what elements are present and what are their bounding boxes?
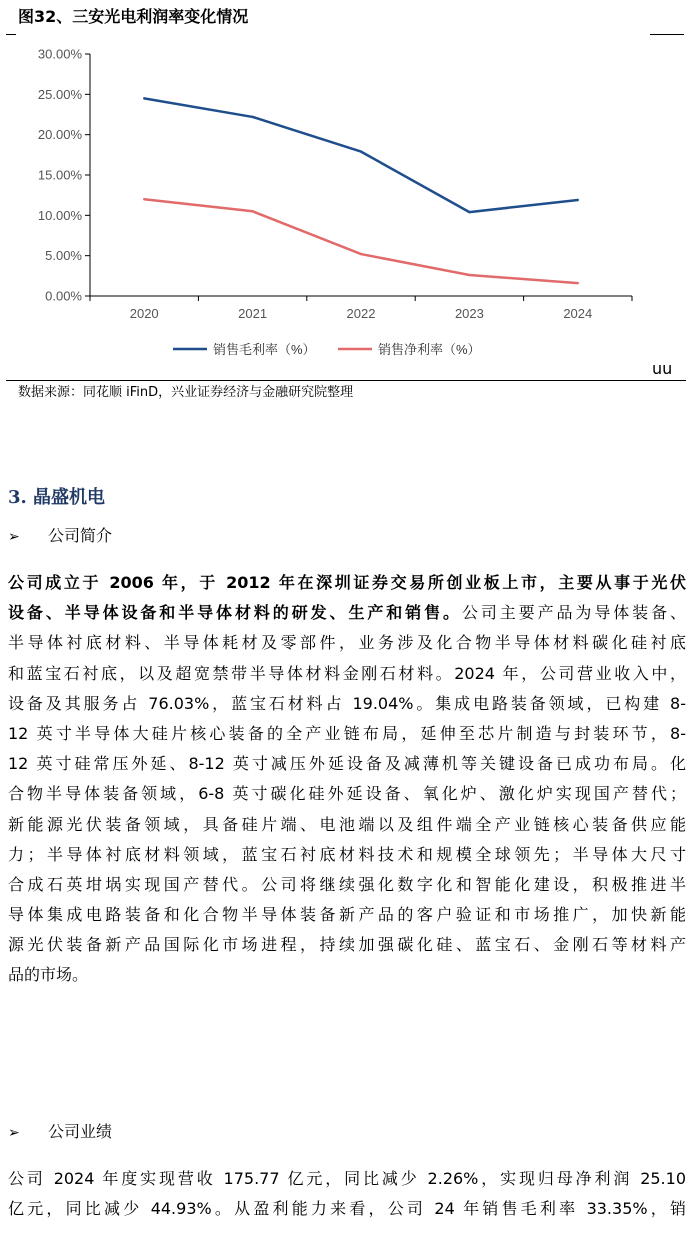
plain-text: 品的市场。 — [8, 965, 89, 985]
legend-label: 销售毛利率（%） — [213, 342, 316, 357]
plain-text: 源光伏装备新产品国际化市场进程，持续加强碳化硅、蓝宝石、金刚石等材料产 — [8, 935, 686, 955]
x-tick-label: 2021 — [238, 306, 268, 321]
plain-text: 和蓝宝石衬底，以及超宽禁带半导体材料金刚石材料。2024 年，公司营业收入中， — [8, 663, 686, 683]
bold-text: 公司成立于 2006 年，于 2012 年在深圳证券交易所创业板上市，主要从事于光伏 — [8, 573, 686, 592]
figure-title: 图32、三安光电利润率变化情况 — [18, 7, 249, 26]
plain-text: 12 英寸硅常压外延、8-12 英寸减压外延设备及减薄机等关键设备已成功布局。化 — [8, 754, 686, 774]
text-line — [8, 628, 686, 658]
data-point — [143, 97, 145, 99]
x-axis-ticks — [90, 296, 632, 321]
source-rule — [6, 380, 686, 381]
y-axis-ticks — [38, 47, 90, 304]
legend — [173, 342, 481, 357]
x-tick-label: 2023 — [454, 306, 484, 321]
performance-paragraph — [8, 1164, 686, 1224]
plain-text: 亿元，同比减少 44.93%。从盈利能力来看，公司 24 年销售毛利率 33.35%，销 — [8, 1199, 686, 1219]
text-line — [8, 689, 686, 719]
y-tick-label: 10.00% — [37, 207, 82, 223]
x-tick-label: 2024 — [563, 306, 593, 321]
data-point — [577, 282, 579, 284]
plain-text: 公司 2024 年度实现营收 175.77 亿元，同比减少 2.26%，实现归母净利润 25.10 — [8, 1169, 686, 1188]
text-line — [8, 810, 686, 840]
text-line — [8, 930, 686, 960]
intro-heading — [8, 524, 112, 549]
y-tick-label: 0.00% — [45, 288, 82, 304]
text-line — [8, 960, 686, 990]
y-tick-label: 5.00% — [45, 248, 82, 264]
text-line — [8, 900, 686, 930]
series-line — [144, 199, 578, 283]
data-point — [251, 116, 253, 118]
y-tick-label: 25.00% — [37, 86, 82, 102]
bold-text: 设备、半导体设备和半导体材料的研发、生产和销售。 — [8, 603, 462, 623]
text-line — [8, 598, 686, 628]
data-point — [468, 274, 470, 276]
x-tick-label: 2022 — [346, 306, 376, 321]
data-point — [360, 150, 362, 152]
series-line — [144, 98, 578, 212]
intro-paragraph — [8, 568, 686, 991]
plain-text: 导体集成电路装备和化合物半导体装备新产品的客户验证和市场推广，加快新能 — [8, 905, 686, 925]
text-line — [8, 779, 686, 809]
section-title: 3. 晶盛机电 — [8, 487, 106, 508]
performance-heading-text: 公司业绩 — [48, 1122, 113, 1141]
plain-text: 合成石英坩埚实现国产替代。公司将继续强化数字化和智能化建设，积极推进半 — [8, 874, 686, 894]
plain-text: 力；半导体衬底材料领域，蓝宝石衬底材料技术和规模全球领先；半导体大尺寸 — [8, 844, 686, 864]
text-line — [8, 870, 686, 900]
text-line — [8, 840, 686, 870]
legend-label: 销售净利率（%） — [378, 342, 481, 357]
plain-text: 12 英寸半导体大硅片核心装备的全产业链布局，延伸至芯片制造与封装环节，8- — [8, 723, 686, 743]
data-source: 数据来源：同花顺 iFinD，兴业证券经济与金融研究院整理 — [18, 385, 354, 400]
arrow-bullet-icon: ➢ — [8, 1125, 20, 1141]
plain-text: 合物半导体装备领域，6-8 英寸碳化硅外延设备、氧化炉、激化炉实现国产替代； — [8, 784, 686, 804]
plain-text: 新能源光伏装备领域，具备硅片端、电池端以及组件端全产业链核心装备供应能 — [8, 814, 686, 834]
y-tick-label: 30.00% — [37, 46, 82, 62]
title-rule-right — [650, 34, 684, 35]
data-point — [360, 253, 362, 255]
data-point — [468, 211, 470, 213]
y-tick-label: 15.00% — [37, 167, 82, 183]
y-tick-label: 20.00% — [37, 127, 82, 143]
plain-text: 公司主要产品为导体装备、 — [461, 603, 686, 623]
stray-text: uu — [652, 359, 673, 378]
plain-text: 半导体衬底材料、半导体耗材及零部件，业务涉及化合物半导体材料碳化硅衬底 — [8, 633, 686, 653]
title-rule-left — [6, 34, 16, 35]
data-point — [143, 198, 145, 200]
arrow-bullet-icon: ➢ — [8, 529, 20, 545]
intro-heading-text: 公司简介 — [48, 526, 113, 545]
x-tick-label: 2020 — [129, 306, 159, 321]
text-line — [8, 719, 686, 749]
series-lines — [143, 97, 579, 284]
text-line — [8, 568, 686, 598]
data-point — [251, 210, 253, 212]
text-line — [8, 659, 686, 689]
profit-margin-chart — [0, 40, 692, 370]
performance-heading — [8, 1120, 112, 1145]
text-line — [8, 1164, 686, 1194]
text-line — [8, 749, 686, 779]
plain-text: 设备及其服务占 76.03%，蓝宝石材料占 19.04%。集成电路装备领域，已构建 8- — [8, 693, 686, 713]
text-line — [8, 1194, 686, 1224]
data-point — [577, 199, 579, 201]
